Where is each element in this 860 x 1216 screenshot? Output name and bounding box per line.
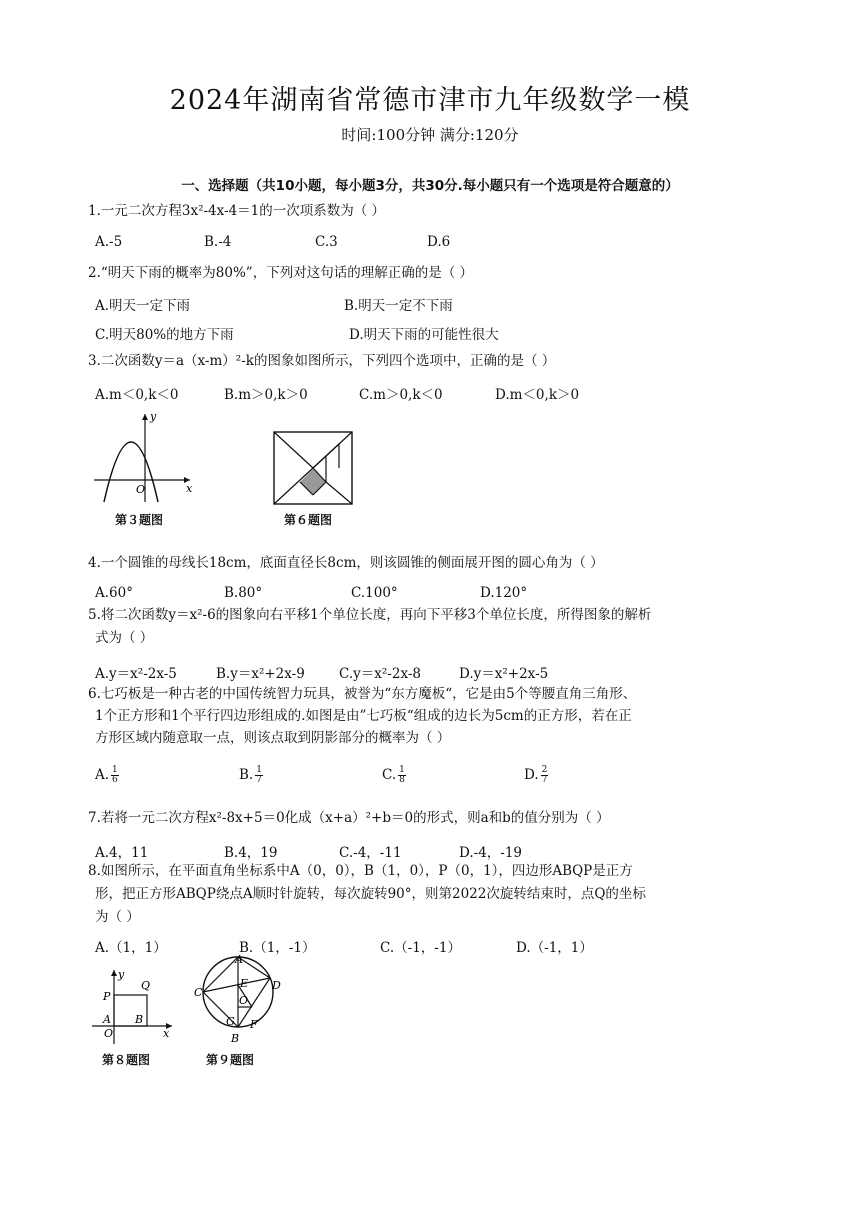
fig8-label-q: Q <box>141 979 151 992</box>
q8-option-c: C.（-1，-1） <box>380 940 461 956</box>
fig8-label-y: y <box>118 968 125 981</box>
question-8-line-2: 形，把正方形ABQP绕点A顺时针旋转，每次旋转90°，则第2022次旋转结束时，点Q的坐标 <box>95 886 646 902</box>
q1-option-c: C.3 <box>315 234 338 250</box>
figure-6-caption: 第６题图 <box>284 513 333 527</box>
q6-option-d: D. $\frac{2}{7}$ <box>524 765 548 785</box>
q5-option-c: C.y＝x²-2x-8 <box>339 666 421 682</box>
fig8-label-a: A <box>103 1013 111 1026</box>
fig8-label-o: O <box>104 1027 114 1040</box>
question-6-line-1: 6.七巧板是一种古老的中国传统智力玩具，被誉为“东方魔板“，它是由5个等腰直角三角形、 <box>88 686 637 702</box>
question-5-line-2: 式为（ ） <box>95 630 154 646</box>
fig9-label-g: G <box>226 1015 235 1028</box>
question-3: 3.二次函数y＝a（x-m）²-k的图象如图所示，下列四个选项中，正确的是（ ） <box>88 353 556 369</box>
section-heading: 一、选择题（共10小题，每小题3分，共30分.每小题只有一个选项是符合题意的） <box>181 178 679 194</box>
fig9-label-f: F <box>250 1018 258 1031</box>
question-5-line-1: 5.将二次函数y＝x²-6的图象向右平移1个单位长度，再向下平移3个单位长度，所得图象的解析 <box>88 607 652 623</box>
q7-option-d: D.-4，-19 <box>459 845 523 861</box>
q2-option-d: D.明天下雨的可能性很大 <box>349 327 499 343</box>
figure-9-circle <box>190 952 286 1048</box>
fig9-label-d: D <box>272 979 281 992</box>
question-1: 1.一元二次方程3x²-4x-4＝1的一次项系数为（ ） <box>88 203 386 219</box>
q6-option-a: A. $\frac{1}{6}$ <box>95 765 118 785</box>
q4-option-b: B.80° <box>224 585 263 601</box>
question-2: 2.“明天下雨的概率为80%”，下列对这句话的理解正确的是（ ） <box>88 265 473 281</box>
figure-8-square <box>84 966 179 1046</box>
question-6-line-3: 方形区域内随意取一点，则该点取到阴影部分的概率为（ ） <box>95 730 451 746</box>
q4-option-a: A.60° <box>95 585 133 601</box>
fig9-label-e: E <box>240 977 249 990</box>
fig3-x-label: x <box>186 482 193 495</box>
q1-option-a: A.-5 <box>95 234 123 250</box>
figure-9-caption: 第９题图 <box>206 1053 255 1067</box>
q6-option-b: B. $\frac{1}{7}$ <box>239 765 262 785</box>
fig9-label-b: B <box>231 1032 240 1045</box>
figure-3-parabola <box>90 410 200 505</box>
fig3-origin-label: O <box>136 483 146 496</box>
question-7: 7.若将一元二次方程x²-8x+5＝0化成（x+a）²+b＝0的形式，则a和b的值分别为（ ） <box>88 810 610 826</box>
figure-3-caption: 第３题图 <box>115 513 164 527</box>
page-title: 2024年湖南省常德市津市九年级数学一模 <box>169 85 691 116</box>
fig8-label-p: P <box>103 990 111 1003</box>
q3-option-a: A.m＜0,k＜0 <box>95 387 179 403</box>
q3-option-d: D.m＜0,k＞0 <box>495 387 580 403</box>
q7-option-a: A.4，11 <box>95 845 149 861</box>
q8-option-d: D.（-1，1） <box>516 940 593 956</box>
question-4: 4.一个圆锥的母线长18cm，底面直径长8cm，则该圆锥的侧面展开图的圆心角为（ ） <box>88 555 604 571</box>
q8-option-b: B.（1，-1） <box>239 940 316 956</box>
question-8-line-1: 8.如图所示，在平面直角坐标系中A（0，0），B（1，0），P（0，1），四边形ABQP是正方 <box>88 863 633 879</box>
q3-option-c: C.m＞0,k＜0 <box>359 387 443 403</box>
fig9-label-a: A <box>235 953 243 966</box>
q1-option-b: B.-4 <box>204 234 232 250</box>
fig9-label-c: C <box>194 986 203 999</box>
exam-info: 时间:100分钟 满分:120分 <box>341 126 519 144</box>
question-6-line-2: 1个正方形和1个平行四边形组成的.如图是由”七巧板“组成的边长为5cm的正方形，若在正 <box>95 708 632 724</box>
q2-option-c: C.明天80%的地方下雨 <box>95 327 234 343</box>
fig3-y-label: y <box>150 410 157 423</box>
q3-option-b: B.m＞0,k＞0 <box>224 387 308 403</box>
q4-option-d: D.120° <box>480 585 528 601</box>
q4-option-c: C.100° <box>351 585 398 601</box>
q7-option-b: B.4，19 <box>224 845 278 861</box>
question-8-line-3: 为（ ） <box>95 909 140 925</box>
q5-option-a: A.y＝x²-2x-5 <box>95 666 177 682</box>
q5-option-b: B.y＝x²+2x-9 <box>216 666 305 682</box>
fig9-label-o: O <box>239 994 249 1007</box>
q6-option-c: C. $\frac{1}{8}$ <box>382 765 405 785</box>
q1-option-d: D.6 <box>427 234 451 250</box>
q2-option-b: B.明天一定不下雨 <box>344 298 453 314</box>
q5-option-d: D.y＝x²+2x-5 <box>459 666 549 682</box>
fig8-label-x: x <box>163 1027 170 1040</box>
fig8-label-b: B <box>135 1013 144 1026</box>
q8-option-a: A.（1，1） <box>95 940 167 956</box>
q2-option-a: A.明天一定下雨 <box>95 298 191 314</box>
figure-6-tangram <box>272 430 354 506</box>
figure-8-caption: 第８题图 <box>102 1053 151 1067</box>
q7-option-c: C.-4，-11 <box>339 845 402 861</box>
